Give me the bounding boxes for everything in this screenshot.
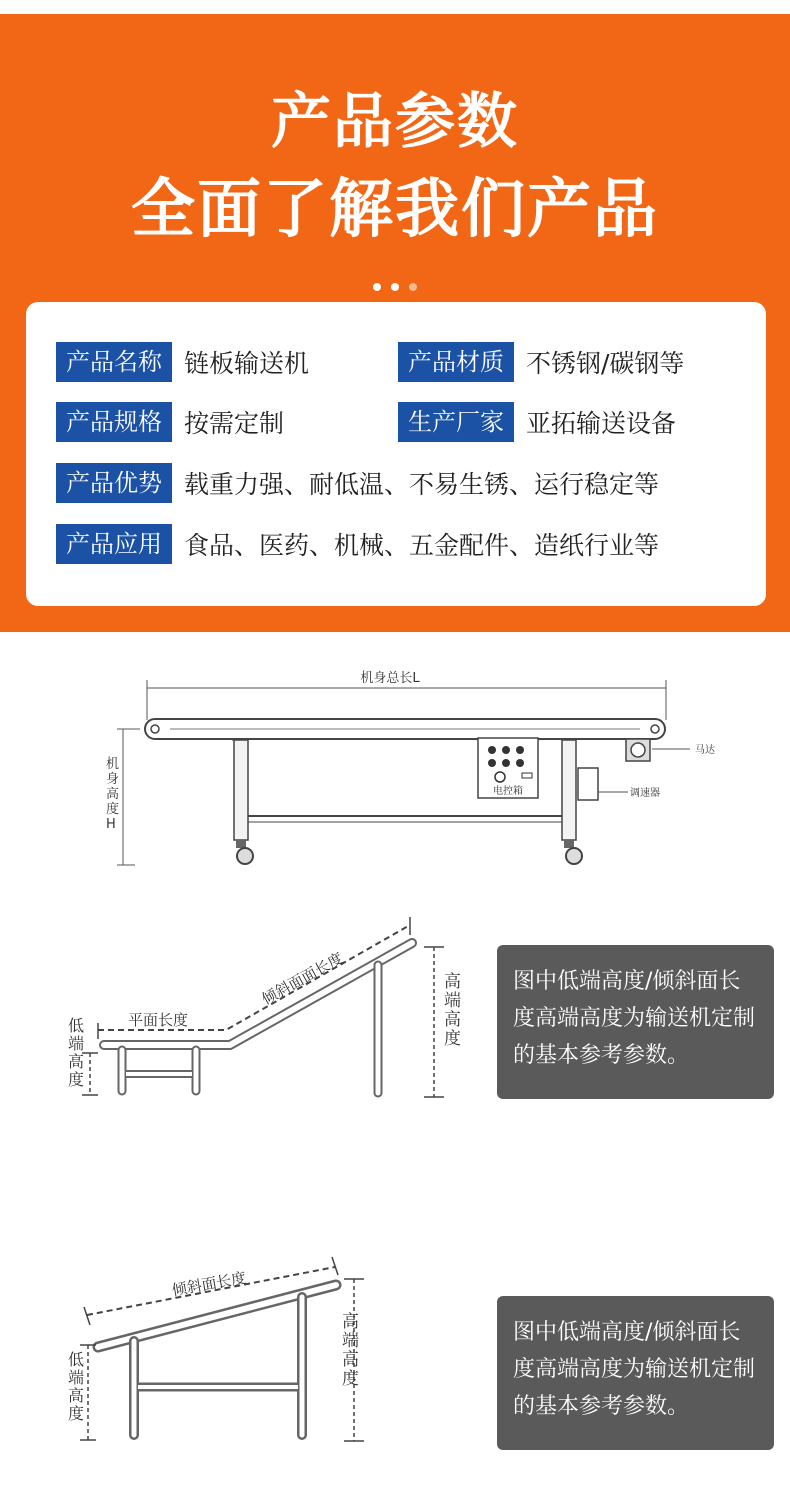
control-box-label: 电控箱 (493, 786, 523, 797)
vertical-char: 身 (106, 772, 120, 787)
vertical-char: 高 (444, 1010, 461, 1030)
flat-length-label: 平面长度 (127, 1011, 189, 1029)
param-value: 链板输送机 (184, 349, 310, 378)
vertical-char: 高 (342, 1312, 359, 1332)
vertical-char: 高 (68, 1386, 85, 1405)
speed-controller (578, 768, 598, 800)
vertical-char: 机 (106, 757, 120, 772)
note-box: 图中低端高度/倾斜面长度高端高度为输送机定制的基本参考参数。 (497, 1296, 774, 1450)
low-height-label (68, 1350, 84, 1423)
vertical-char: 低 (68, 1350, 85, 1369)
total-length-label: 机身总长L (360, 671, 420, 686)
param-row-maker (398, 402, 676, 442)
vertical-char: 度 (444, 1029, 461, 1049)
indicator-dot (391, 283, 399, 291)
param-value: 亚拓输送设备 (526, 409, 677, 438)
leg (562, 740, 576, 840)
param-label: 产品优势 (56, 463, 172, 503)
height-label (106, 756, 119, 832)
param-value: 按需定制 (184, 409, 285, 438)
control-button (488, 759, 496, 767)
param-value: 不锈钢/碳钢等 (526, 349, 685, 378)
param-label: 产品材质 (398, 342, 514, 382)
param-card (26, 302, 766, 606)
page-indicator (0, 276, 790, 295)
vertical-char: 度 (68, 1404, 85, 1423)
vertical-char: 高 (444, 972, 461, 992)
caster-mount (564, 840, 574, 848)
vertical-char: 端 (68, 1034, 85, 1053)
vertical-char: H (106, 817, 116, 832)
control-button (516, 746, 524, 754)
caster-wheel (566, 848, 582, 864)
page-subtitle: 全面了解我们产品 (131, 173, 659, 247)
page-title: 产品参数 (271, 87, 519, 157)
flat-conveyor-diagram (0, 660, 790, 885)
param-row-spec (56, 402, 284, 442)
param-row-material (398, 342, 684, 382)
vertical-char: 高 (106, 787, 120, 802)
high-height-label (342, 1312, 359, 1389)
control-button (516, 759, 524, 767)
vertical-char: 端 (444, 991, 461, 1011)
low-height-label (68, 1016, 84, 1089)
vertical-char: 度 (342, 1369, 359, 1389)
note-box: 图中低端高度/倾斜面长度高端高度为输送机定制的基本参考参数。 (497, 945, 774, 1099)
caster-mount (236, 840, 246, 848)
param-label: 产品应用 (56, 524, 172, 564)
param-value: 食品、医药、机械、五金配件、造纸行业等 (184, 531, 660, 560)
vertical-char: 端 (342, 1331, 359, 1351)
indicator-dot (409, 283, 417, 291)
param-row-advantage (56, 463, 659, 503)
dimension-tick (332, 1257, 338, 1275)
param-row-application (56, 524, 659, 564)
vertical-char: 高 (68, 1052, 85, 1071)
param-value: 载重力强、耐低温、不易生锈、运行稳定等 (184, 470, 660, 499)
control-button (488, 746, 496, 754)
incline-length-label: 倾斜面长度 (170, 1268, 248, 1300)
caster-wheel (237, 848, 253, 864)
dimension-tick (84, 1307, 90, 1325)
speed-controller-label: 调速器 (630, 788, 660, 799)
motor-label: 马达 (695, 745, 715, 756)
vertical-char: 低 (68, 1016, 85, 1035)
vertical-char: 度 (106, 802, 120, 817)
leg (234, 740, 248, 840)
vertical-char: 度 (68, 1070, 85, 1089)
vertical-char: 高 (342, 1350, 359, 1370)
param-label: 生产厂家 (398, 402, 514, 442)
control-button (502, 759, 510, 767)
vertical-char: 端 (68, 1368, 85, 1387)
param-label: 产品规格 (56, 402, 172, 442)
control-button (502, 746, 510, 754)
motor-shaft (631, 743, 645, 757)
high-height-label (444, 972, 461, 1049)
indicator-dot (373, 283, 381, 291)
param-row-name (56, 342, 309, 382)
param-label: 产品名称 (56, 342, 172, 382)
incline-length-label: 倾斜面面长度 (258, 948, 347, 1009)
